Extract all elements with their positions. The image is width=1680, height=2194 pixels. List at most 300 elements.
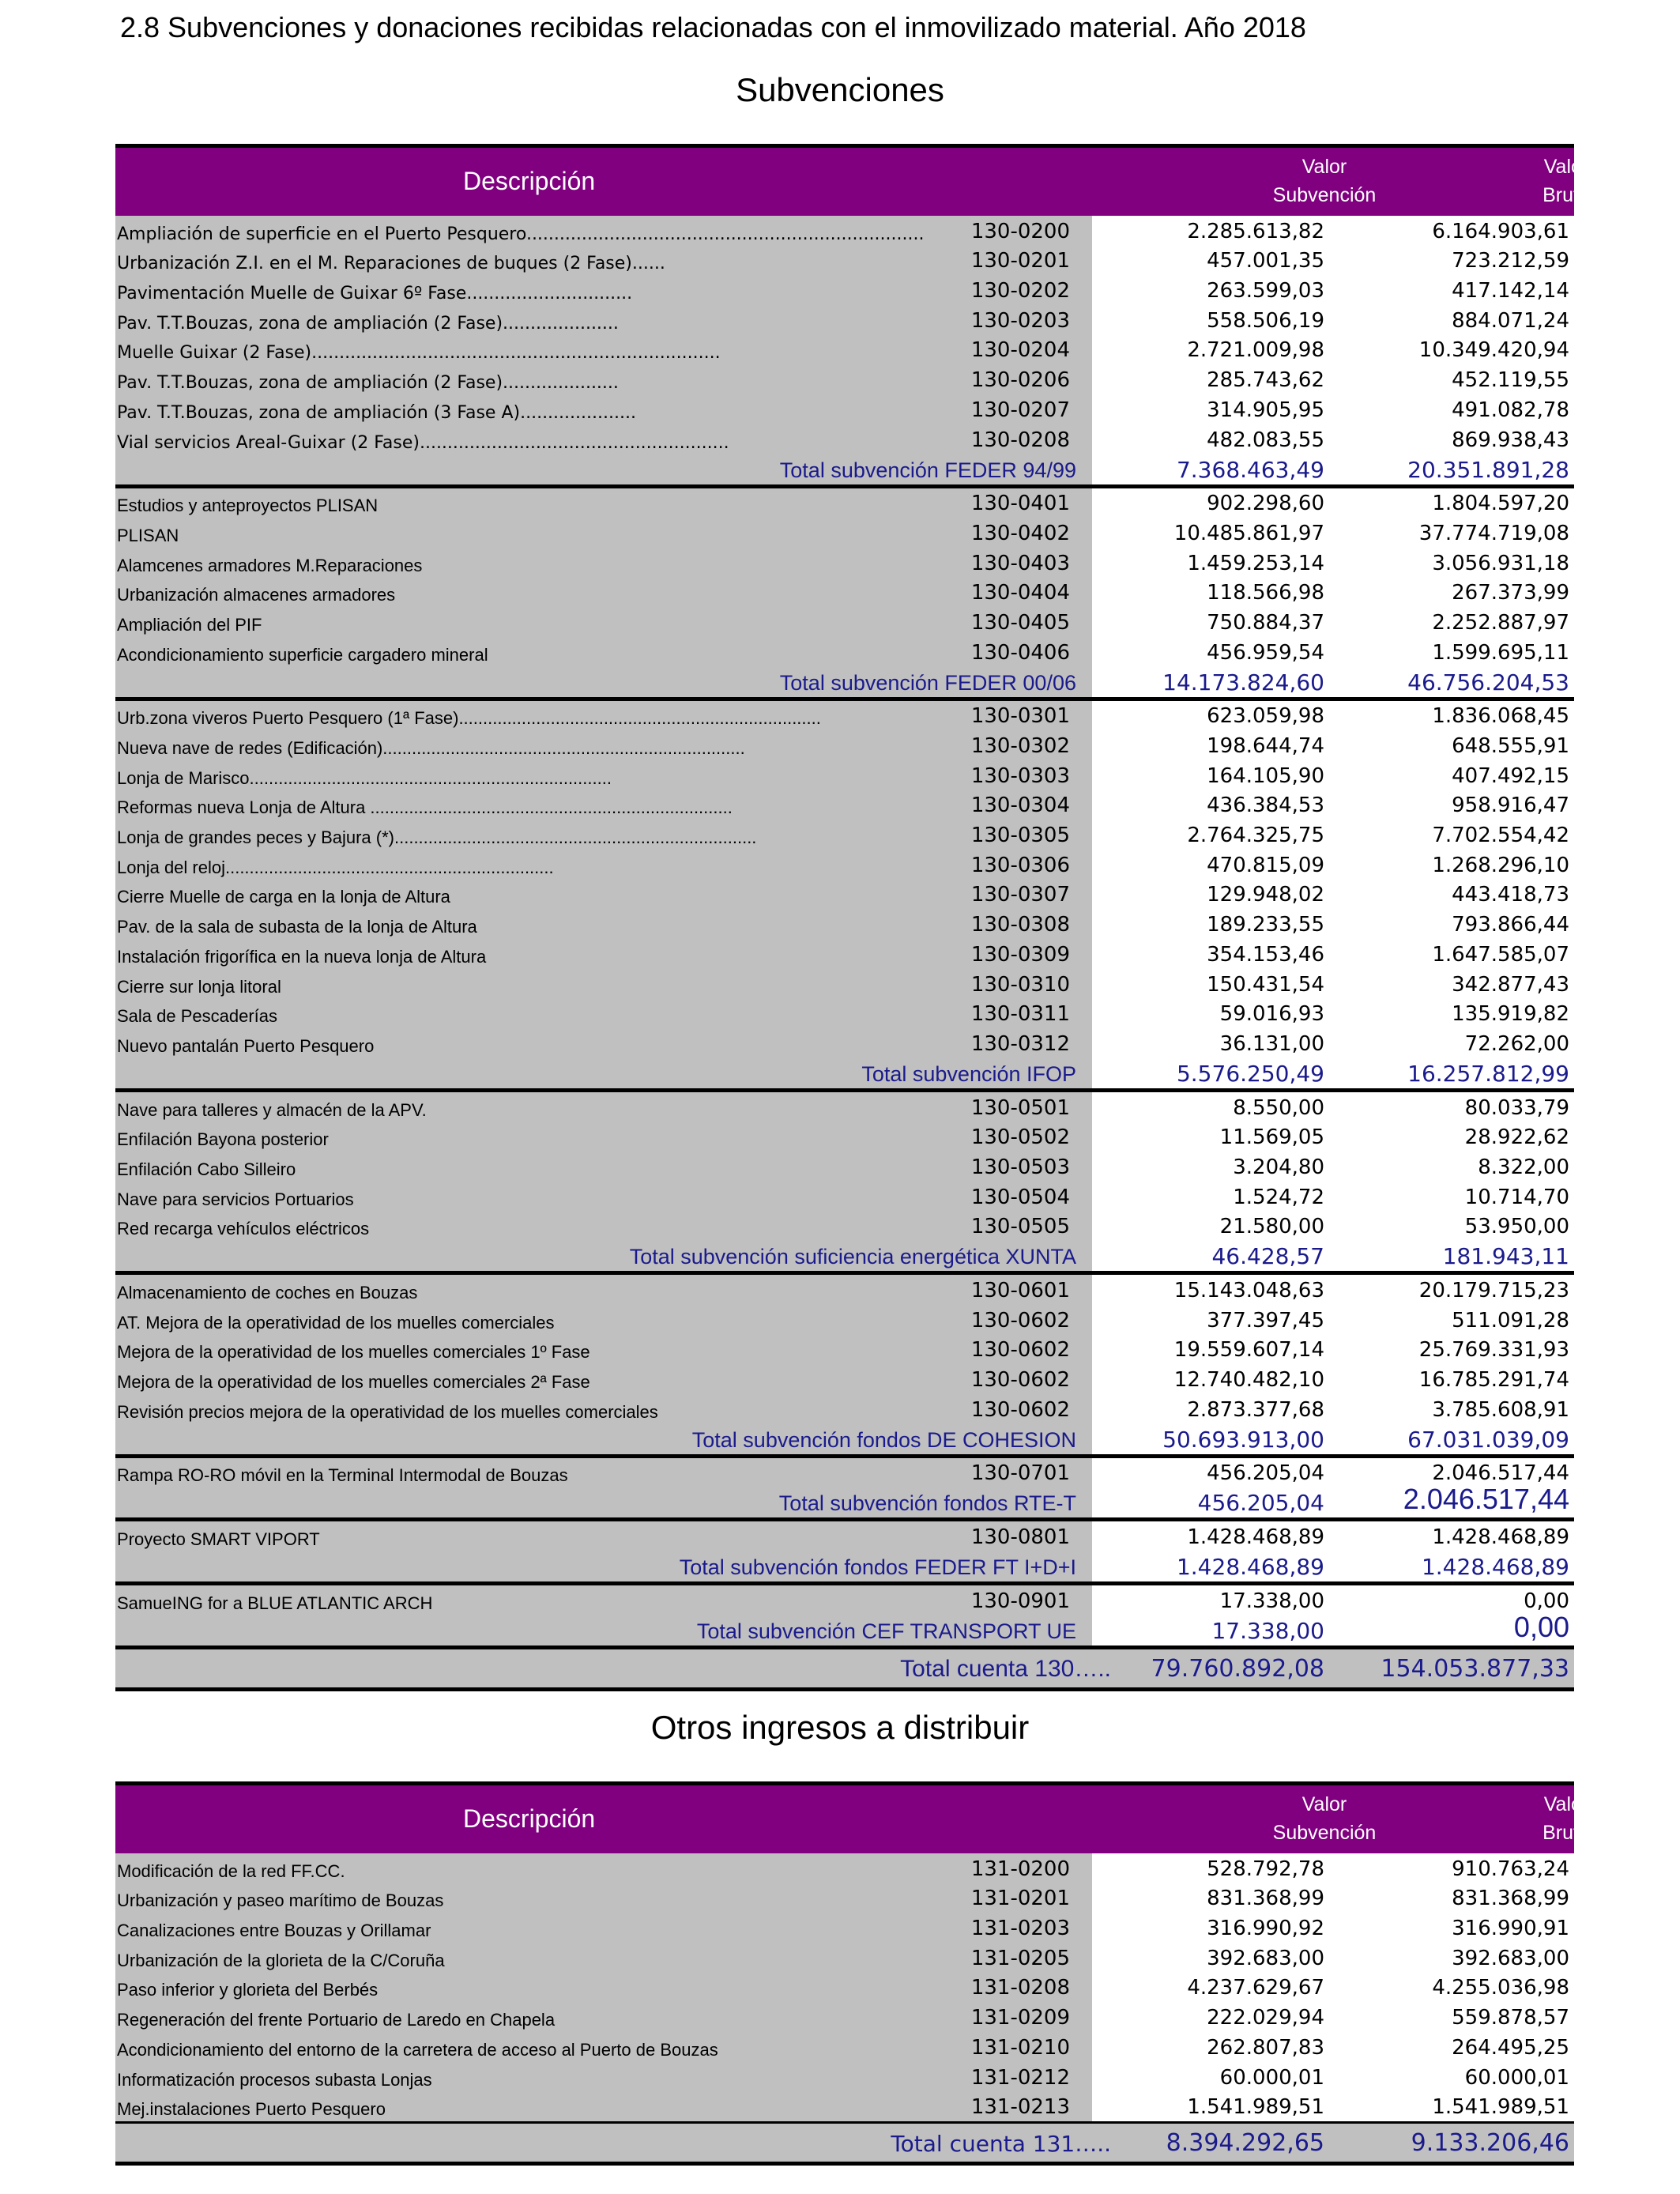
valor-subvencion: 60.000,01	[1219, 2065, 1324, 2090]
description-cell	[115, 216, 1092, 246]
code-cell	[966, 999, 1092, 1029]
valor-bruto: 958.916,47	[1452, 794, 1569, 818]
row-description: Urbanización Z.I. en el M. Reparaciones de buques (2 Fase)......	[117, 254, 665, 274]
header-label: Valor	[1301, 1793, 1347, 1815]
valor-bruto: 452.119,55	[1452, 368, 1569, 393]
account-code: 130-0309	[970, 942, 1070, 967]
table-row	[115, 1364, 1574, 1394]
grand-total-bruto: 9.133.206,46	[1411, 2129, 1569, 2158]
subvencion-cell	[1092, 637, 1329, 667]
subtotal-subvencion: 46.428,57	[1211, 1243, 1324, 1270]
valor-bruto: 417.142,14	[1452, 279, 1569, 303]
description-cell	[115, 701, 1092, 731]
subtotal-subvencion: 17.338,00	[1211, 1617, 1324, 1644]
account-code: 130-0201	[970, 249, 1070, 273]
bruto-cell	[1329, 424, 1574, 454]
subtotal-subvencion: 50.693.913,00	[1162, 1426, 1324, 1453]
row-description: Urbanización y paseo marítimo de Bouzas	[117, 1891, 444, 1911]
row-description: Urb.zona viveros Puerto Pesquero (1ª Fase)...........................................................................	[117, 708, 821, 729]
code-cell	[966, 790, 1092, 820]
subvencion-cell	[1092, 394, 1329, 424]
valor-subvencion: 59.016,93	[1219, 1002, 1324, 1027]
header-valor-bruto	[1448, 1790, 1680, 1847]
description-cell	[115, 578, 1092, 608]
description-cell	[115, 1521, 1092, 1551]
valor-bruto: 20.179.715,23	[1418, 1279, 1569, 1302]
code-cell	[966, 1305, 1092, 1335]
bruto-cell	[1329, 880, 1574, 910]
valor-bruto: 1.647.585,07	[1432, 942, 1569, 967]
row-description: Acondicionamiento del entorno de la carretera de acceso al Puerto de Bouzas	[117, 2039, 718, 2060]
subtotal-subvencion: 5.576.250,49	[1176, 1060, 1324, 1087]
subtotal-bruto: 1.428.468,89	[1421, 1554, 1569, 1581]
subvencion-cell	[1092, 246, 1329, 276]
section-title-otros-ingresos: Otros ingresos a distribuir	[650, 1709, 1030, 1746]
valor-bruto: 60.000,01	[1464, 2065, 1569, 2090]
account-code: 130-0406	[970, 640, 1070, 665]
bruto-cell	[1329, 1973, 1574, 2003]
description-cell	[115, 305, 1092, 335]
table-row	[115, 1152, 1574, 1182]
bruto-cell	[1329, 1275, 1574, 1305]
valor-bruto: 407.492,15	[1452, 763, 1569, 788]
bruto-cell	[1329, 1394, 1574, 1424]
code-cell	[966, 1182, 1092, 1212]
valor-subvencion: 198.644,74	[1207, 734, 1324, 758]
valor-bruto: 831.368,99	[1452, 1887, 1569, 1911]
description-cell	[115, 1122, 1092, 1152]
valor-subvencion: 316.990,92	[1207, 1917, 1324, 1941]
valor-bruto: 0,00	[1524, 1589, 1569, 1613]
row-description: SamueING for a BLUE ATLANTIC ARCH	[117, 1593, 433, 1613]
valor-bruto: 10.714,70	[1464, 1185, 1569, 1209]
subtotal-bruto: 16.257.812,99	[1407, 1060, 1569, 1087]
valor-subvencion: 12.740.482,10	[1173, 1368, 1324, 1393]
account-code: 130-0403	[970, 551, 1070, 575]
account-code: 130-0203	[970, 308, 1070, 333]
bruto-cell	[1329, 1883, 1574, 1913]
bruto-cell	[1329, 1152, 1574, 1182]
valor-subvencion: 285.743,62	[1207, 368, 1324, 393]
valor-bruto: 910.763,24	[1452, 1857, 1569, 1881]
description-cell	[115, 1152, 1092, 1182]
table-row	[115, 1122, 1574, 1152]
row-description: Informatización procesos subasta Lonjas	[117, 2069, 432, 2090]
valor-subvencion: 831.368,99	[1207, 1887, 1324, 1911]
row-description: Mejora de la operatividad de los muelles comerciales 1º Fase	[117, 1342, 590, 1363]
code-cell	[966, 364, 1092, 394]
valor-bruto: 1.268.296,10	[1432, 853, 1569, 877]
subvencion-cell	[1092, 1212, 1329, 1242]
code-cell	[966, 1335, 1092, 1365]
account-code: 130-0505	[970, 1215, 1070, 1239]
subtotal-row	[115, 1424, 1574, 1458]
code-cell	[966, 939, 1092, 969]
description-cell	[115, 1275, 1092, 1305]
bruto-cell	[1329, 275, 1574, 305]
valor-subvencion: 15.143.048,63	[1173, 1279, 1324, 1302]
subvencion-cell	[1092, 1943, 1329, 1973]
description-cell	[115, 1883, 1092, 1913]
row-description: Ampliación del PIF	[117, 614, 262, 635]
subtotal-label: Total subvención fondos RTE-T	[778, 1491, 1076, 1516]
account-code: 130-0207	[970, 398, 1070, 422]
header-label: Valor	[1301, 156, 1347, 178]
section-title-subvenciones: Subvenciones	[736, 71, 944, 108]
valor-bruto: 723.212,59	[1452, 249, 1569, 273]
description-cell	[115, 999, 1092, 1029]
table-row	[115, 701, 1574, 731]
account-code: 130-0308	[970, 913, 1070, 937]
valor-subvencion: 314.905,95	[1207, 398, 1324, 422]
subtotal-label: Total subvención fondos FEDER FT I+D+I	[679, 1555, 1076, 1580]
code-cell	[966, 760, 1092, 790]
valor-bruto: 2.252.887,97	[1432, 610, 1569, 635]
table-row	[115, 880, 1574, 910]
subtotal-subvencion-cell	[1092, 1487, 1329, 1517]
bruto-cell	[1329, 1913, 1574, 1943]
row-description: Urbanización almacenes armadores	[117, 585, 396, 605]
valor-subvencion: 436.384,53	[1207, 794, 1324, 818]
subvencion-cell	[1092, 488, 1329, 518]
account-code: 130-0303	[970, 763, 1070, 788]
bruto-cell	[1329, 850, 1574, 880]
subvencion-cell	[1092, 578, 1329, 608]
header-label: Valor	[1543, 156, 1589, 178]
subvencion-cell	[1092, 850, 1329, 880]
subtotal-label: Total subvención fondos DE COHESION	[691, 1427, 1076, 1452]
row-description: Mej.instalaciones Puerto Pesquero	[117, 2099, 386, 2120]
description-cell	[115, 939, 1092, 969]
subvencion-cell	[1092, 1028, 1329, 1058]
subvencion-cell	[1092, 880, 1329, 910]
valor-bruto: 53.950,00	[1464, 1215, 1569, 1239]
account-code: 131-0201	[970, 1887, 1070, 1911]
table-body	[115, 1853, 1574, 2166]
valor-bruto: 869.938,43	[1452, 428, 1569, 452]
valor-subvencion: 750.884,37	[1207, 610, 1324, 635]
code-cell	[966, 335, 1092, 365]
valor-bruto: 1.804.597,20	[1432, 492, 1569, 516]
bruto-cell	[1329, 2092, 1574, 2122]
table-row	[115, 424, 1574, 454]
valor-subvencion: 8.550,00	[1233, 1095, 1324, 1120]
table-row	[115, 909, 1574, 939]
subvencion-cell	[1092, 939, 1329, 969]
bruto-cell	[1329, 1305, 1574, 1335]
subvencion-cell	[1092, 1364, 1329, 1394]
subvencion-cell	[1092, 1585, 1329, 1615]
account-code: 130-0602	[970, 1397, 1070, 1422]
subtotal-bruto-cell	[1329, 1551, 1574, 1581]
code-cell	[966, 2002, 1092, 2032]
code-cell	[966, 2032, 1092, 2062]
table-row	[115, 760, 1574, 790]
row-description: Pav. T.T.Bouzas, zona de ampliación (2 Fase).....................	[117, 373, 619, 394]
table-row	[115, 1943, 1574, 1973]
subtotal-subvencion-cell	[1092, 1615, 1329, 1646]
subtotal-label: Total subvención suficiencia energética XUNTA	[629, 1245, 1076, 1269]
row-description: Nuevo pantalán Puerto Pesquero	[117, 1035, 375, 1056]
bruto-cell	[1329, 1853, 1574, 1883]
row-description: AT. Mejora de la operatividad de los muelles comerciales	[117, 1312, 555, 1333]
code-cell	[966, 424, 1092, 454]
valor-subvencion: 21.580,00	[1219, 1215, 1324, 1239]
subtotal-label-cell	[115, 1487, 1092, 1517]
row-description: Pavimentación Muelle de Guixar 6º Fase..............................	[117, 284, 633, 304]
row-description: Rampa RO-RO móvil en la Terminal Intermodal de Bouzas	[117, 1465, 568, 1486]
subtotal-label-cell	[115, 454, 1092, 484]
valor-subvencion: 222.029,94	[1207, 2006, 1324, 2030]
subtotal-bruto-cell	[1329, 1424, 1574, 1454]
table-row	[115, 2032, 1574, 2062]
otros-ingresos-table	[115, 1781, 1590, 2166]
description-cell	[115, 335, 1092, 365]
row-description: Modificación de la red FF.CC.	[117, 1860, 345, 1881]
subtotal-bruto: 46.756.204,53	[1407, 669, 1569, 696]
row-description: Pav. T.T.Bouzas, zona de ampliación (3 Fase A).....................	[117, 402, 636, 423]
description-cell	[115, 424, 1092, 454]
account-code: 130-0402	[970, 521, 1070, 545]
table-row	[115, 1883, 1574, 1913]
subvencion-cell	[1092, 1853, 1329, 1883]
code-cell	[966, 880, 1092, 910]
bruto-cell	[1329, 637, 1574, 667]
header-label: Bruto	[1543, 184, 1590, 206]
row-description: Pav. de la sala de subasta de la lonja de Altura	[117, 917, 477, 937]
code-cell	[966, 1092, 1092, 1122]
subtotal-subvencion-cell	[1092, 454, 1329, 484]
valor-bruto: 648.555,91	[1452, 734, 1569, 758]
valor-bruto: 16.785.291,74	[1418, 1368, 1569, 1393]
account-code: 130-0404	[970, 581, 1070, 605]
subvencion-cell	[1092, 518, 1329, 548]
code-cell	[966, 1212, 1092, 1242]
table-row	[115, 275, 1574, 305]
description-cell	[115, 1092, 1092, 1122]
row-description: Enfilación Bayona posterior	[117, 1129, 329, 1150]
code-cell	[966, 730, 1092, 760]
subvencion-cell	[1092, 969, 1329, 999]
table-row	[115, 1521, 1574, 1551]
description-cell	[115, 820, 1092, 850]
code-cell	[966, 1913, 1092, 1943]
subtotal-subvencion-cell	[1092, 1058, 1329, 1088]
code-cell	[966, 246, 1092, 276]
code-cell	[966, 1943, 1092, 1973]
code-cell	[966, 1585, 1092, 1615]
subtotal-label: Total subvención FEDER 00/06	[779, 670, 1076, 695]
bruto-cell	[1329, 2002, 1574, 2032]
valor-subvencion: 129.948,02	[1207, 883, 1324, 907]
table-row	[115, 1275, 1574, 1305]
table-row	[115, 1028, 1574, 1058]
table-row	[115, 335, 1574, 365]
code-cell	[966, 1973, 1092, 2003]
valor-bruto: 342.877,43	[1452, 972, 1569, 997]
valor-bruto: 2.046.517,44	[1432, 1461, 1569, 1486]
subvencion-cell	[1092, 1394, 1329, 1424]
subvencion-cell	[1092, 1335, 1329, 1365]
subvencion-cell	[1092, 701, 1329, 731]
subtotal-label: Total subvención IFOP	[861, 1061, 1076, 1086]
table-row	[115, 578, 1574, 608]
valor-subvencion: 1.541.989,51	[1187, 2095, 1324, 2120]
account-code: 130-0503	[970, 1155, 1070, 1179]
valor-bruto: 72.262,00	[1464, 1031, 1569, 1056]
header-valor-subvencion	[1206, 1790, 1443, 1847]
row-description: PLISAN	[117, 525, 179, 545]
bruto-cell	[1329, 939, 1574, 969]
description-cell	[115, 880, 1092, 910]
bruto-cell	[1329, 607, 1574, 637]
account-code: 131-0205	[970, 1946, 1070, 1970]
account-code: 130-0208	[970, 428, 1070, 452]
subtotal-row	[115, 1551, 1574, 1585]
account-code: 130-0306	[970, 853, 1070, 877]
account-code: 131-0210	[970, 2035, 1070, 2060]
subtotal-subvencion-cell	[1092, 667, 1329, 697]
valor-subvencion: 528.792,78	[1207, 1857, 1324, 1881]
valor-subvencion: 164.105,90	[1207, 763, 1324, 788]
valor-subvencion: 189.233,55	[1207, 913, 1324, 937]
valor-bruto: 491.082,78	[1452, 398, 1569, 422]
description-cell	[115, 1212, 1092, 1242]
bruto-cell	[1329, 1364, 1574, 1394]
subvencion-cell	[1092, 1913, 1329, 1943]
bruto-cell	[1329, 394, 1574, 424]
subtotal-subvencion: 1.428.468,89	[1176, 1554, 1324, 1581]
description-cell	[115, 1394, 1092, 1424]
description-cell	[115, 488, 1092, 518]
description-cell	[115, 790, 1092, 820]
description-cell	[115, 1585, 1092, 1615]
description-cell	[115, 607, 1092, 637]
subtotal-label: Total subvención CEF TRANSPORT UE	[696, 1619, 1076, 1643]
description-cell	[115, 364, 1092, 394]
table-row	[115, 1585, 1574, 1615]
subvencion-cell	[1092, 364, 1329, 394]
subtotal-bruto: 0,00	[1513, 1610, 1569, 1643]
bruto-cell	[1329, 820, 1574, 850]
account-code: 131-0209	[970, 2006, 1070, 2030]
subvencion-cell	[1092, 2032, 1329, 2062]
bruto-cell	[1329, 305, 1574, 335]
row-description: Lonja del reloj....................................................................	[117, 857, 554, 877]
account-code: 130-0310	[970, 972, 1070, 997]
valor-bruto: 3.056.931,18	[1432, 551, 1569, 575]
subtotal-label-cell	[115, 1424, 1092, 1454]
valor-bruto: 80.033,79	[1464, 1095, 1569, 1120]
subtotal-bruto-cell	[1329, 454, 1574, 484]
row-description: Urbanización de la glorieta de la C/Coruña	[117, 1950, 445, 1970]
row-description: Cierre Muelle de carga en la lonja de Altura	[117, 887, 450, 907]
valor-bruto: 443.418,73	[1452, 883, 1569, 907]
subvencion-cell	[1092, 1275, 1329, 1305]
table-row	[115, 548, 1574, 578]
subtotal-bruto: 67.031.039,09	[1407, 1426, 1569, 1453]
row-description: Nave para talleres y almacén de la APV.	[117, 1099, 427, 1120]
row-description: Almacenamiento de coches en Bouzas	[117, 1283, 418, 1302]
row-description: Cierre sur lonja litoral	[117, 976, 281, 997]
description-cell	[115, 637, 1092, 667]
row-description: Canalizaciones entre Bouzas y Orillamar	[117, 1921, 431, 1941]
account-code: 130-0901	[970, 1589, 1070, 1613]
table-row	[115, 216, 1574, 246]
valor-subvencion: 377.397,45	[1207, 1308, 1324, 1333]
table-row	[115, 850, 1574, 880]
header-label: Bruto	[1543, 1822, 1590, 1844]
bruto-cell	[1329, 701, 1574, 731]
bruto-cell	[1329, 488, 1574, 518]
account-code: 130-0311	[970, 1002, 1070, 1027]
account-code: 130-0204	[970, 338, 1070, 363]
valor-bruto: 3.785.608,91	[1432, 1397, 1569, 1422]
row-description: Lonja de grandes peces y Bajura (*)...........................................................................	[117, 827, 757, 848]
row-description: Red recarga vehículos eléctricos	[117, 1219, 370, 1239]
subvencion-cell	[1092, 1182, 1329, 1212]
subvencion-cell	[1092, 305, 1329, 335]
subvencion-cell	[1092, 1973, 1329, 2003]
account-code: 130-0602	[970, 1308, 1070, 1333]
table-row	[115, 607, 1574, 637]
bruto-cell	[1329, 1122, 1574, 1152]
table-row	[115, 939, 1574, 969]
row-description: Nueva nave de redes (Edificación)...........................................................................	[117, 738, 745, 758]
row-description: Muelle Guixar (2 Fase)..........................................................................	[117, 343, 721, 364]
account-code: 130-0302	[970, 734, 1070, 758]
valor-subvencion: 11.569,05	[1219, 1125, 1324, 1150]
table-row	[115, 969, 1574, 999]
subtotal-row	[115, 1241, 1574, 1275]
code-cell	[966, 1394, 1092, 1424]
subvencion-cell	[1092, 2002, 1329, 2032]
account-code: 130-0206	[970, 368, 1070, 393]
account-code: 131-0208	[970, 1976, 1070, 2000]
description-cell	[115, 909, 1092, 939]
code-cell	[966, 850, 1092, 880]
bruto-cell	[1329, 1521, 1574, 1551]
account-code: 130-0312	[970, 1031, 1070, 1056]
subvencion-cell	[1092, 2062, 1329, 2092]
valor-subvencion: 1.428.468,89	[1187, 1525, 1324, 1550]
code-cell	[966, 820, 1092, 850]
subtotal-label-cell	[115, 667, 1092, 697]
account-code: 130-0602	[970, 1368, 1070, 1393]
account-code: 130-0301	[970, 704, 1070, 729]
row-description: Estudios y anteproyectos PLISAN	[117, 496, 379, 516]
account-code: 130-0701	[970, 1461, 1070, 1486]
table-row	[115, 1913, 1574, 1943]
table-header	[115, 1781, 1590, 1853]
valor-bruto: 559.878,57	[1452, 2006, 1569, 2030]
account-code: 130-0801	[970, 1525, 1070, 1550]
valor-subvencion: 263.599,03	[1207, 279, 1324, 303]
code-cell	[966, 607, 1092, 637]
row-description: Nave para servicios Portuarios	[117, 1189, 354, 1209]
valor-subvencion: 902.298,60	[1207, 492, 1324, 516]
valor-bruto: 28.922,62	[1464, 1125, 1569, 1150]
valor-subvencion: 456.959,54	[1207, 640, 1324, 665]
table-row	[115, 2092, 1574, 2122]
account-code: 130-0304	[970, 794, 1070, 818]
valor-bruto: 25.769.331,93	[1418, 1338, 1569, 1363]
bruto-cell	[1329, 730, 1574, 760]
subvencion-cell	[1092, 1152, 1329, 1182]
valor-subvencion: 19.559.607,14	[1173, 1338, 1324, 1363]
account-code: 131-0203	[970, 1917, 1070, 1941]
subtotal-bruto-cell	[1329, 1241, 1574, 1271]
